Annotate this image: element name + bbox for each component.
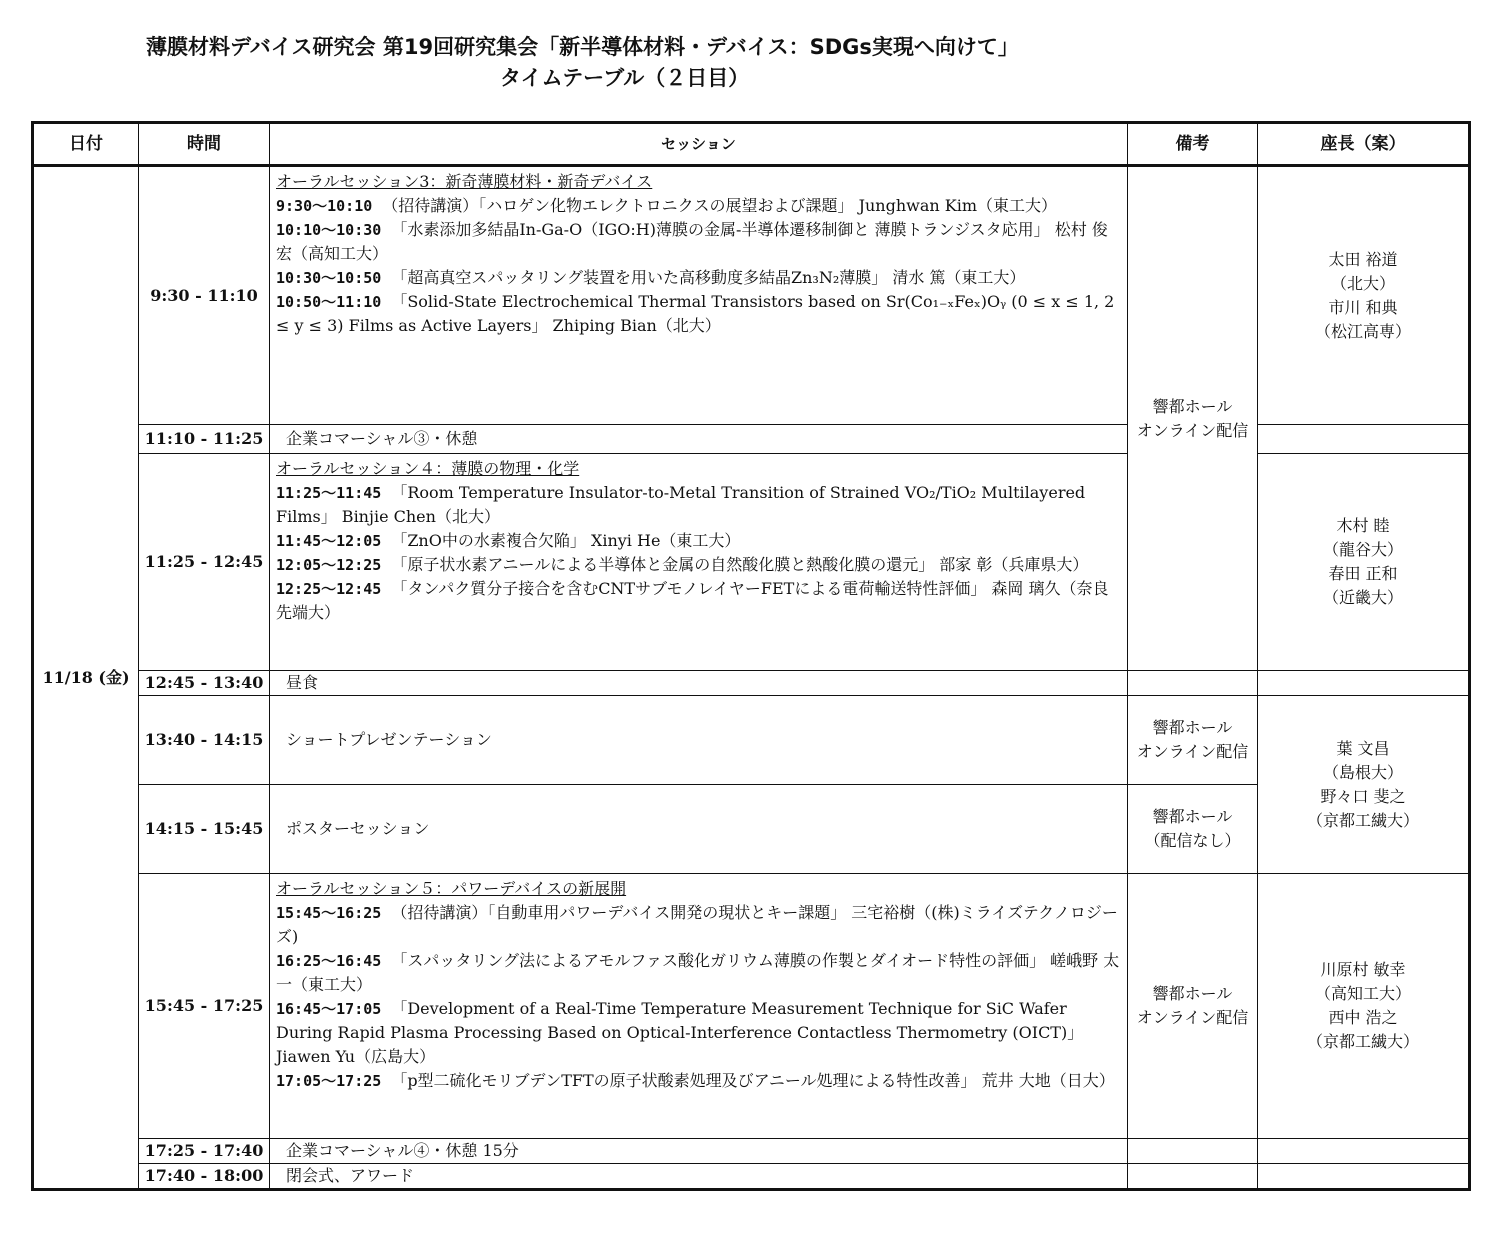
talk-time: 11:25〜11:45 [276,484,382,502]
time-cell: 11:25 - 12:45 [139,454,270,671]
talk-item [276,194,1121,218]
chair-empty [1258,425,1470,454]
chair-line: （島根大） [1322,762,1403,782]
note-line: オンライン配信 [1136,1008,1249,1027]
time-cell: 11:10 - 11:25 [139,425,270,454]
table-row-oral5 [33,874,1470,1139]
talk-item [276,529,1121,553]
note-short [1128,696,1258,785]
session-title: オーラルセッション５：パワーデバイスの新展開 [276,879,627,898]
session-title: オーラルセッション3：新奇薄膜材料・新奇デバイス [276,172,653,191]
talk-item [276,290,1121,338]
note-line: オンライン配信 [1136,420,1249,440]
talk-text: （招待講演）「ハロゲン化物エレクトロニクスの展望および課題」 Junghwan Kim（東工大） [382,196,1058,215]
chair-empty [1258,1164,1470,1190]
note-oral5 [1128,874,1258,1139]
chair-line: （近畿大） [1322,588,1403,607]
col-header-session: セッション [270,123,1128,166]
chair-line: 太田 裕道 [1328,249,1398,269]
talk-text: 「Development of a Real-Time Temperature Measurement Technique for SiC Wafer During Rapid Plasma Processing Based on Optical-Interference Contactless Thermometry (OICT)」 Jiawen Yu（広島大） [276,999,1084,1066]
note-line: 響都ホール [1152,984,1233,1003]
talk-item [276,553,1121,577]
table-row-short [33,696,1470,785]
talk-time: 16:45〜17:05 [276,1000,382,1018]
chair-oral5 [1258,874,1470,1139]
chair-line: 春田 正和 [1328,564,1398,583]
col-header-date: 日付 [33,123,139,166]
date-cell: 11/18 (金) [33,166,139,1190]
session-poster: ポスターセッション [270,785,1128,874]
chair-oral4 [1258,454,1470,671]
talk-item [276,997,1121,1069]
talk-time: 11:45〜12:05 [276,532,382,550]
talk-item [276,481,1121,529]
talk-text: 「スパッタリング法によるアモルファス酸化ガリウム薄膜の作製とダイオード特性の評価」 嵯峨野 太一（東工大） [276,951,1120,994]
talk-text: 「ZnO中の水素複合欠陥」 Xinyi He（東工大） [391,531,741,550]
time-cell: 17:25 - 17:40 [139,1139,270,1164]
session-break2: 企業コマーシャル④・休憩 15分 [270,1139,1128,1164]
chair-line: （北大） [1330,273,1395,293]
note-empty [1128,671,1258,696]
note-line: 響都ホール [1152,718,1233,737]
session-title: オーラルセッション４：薄膜の物理・化学 [276,459,580,478]
col-header-time: 時間 [139,123,270,166]
chair-line: 木村 睦 [1336,516,1390,535]
talk-time: 9:30〜10:10 [276,197,373,215]
time-cell: 13:40 - 14:15 [139,696,270,785]
table-row-oral3 [33,166,1470,425]
timetable [31,121,1471,1191]
col-header-chair: 座長（案） [1258,123,1470,166]
chair-line: 葉 文昌 [1336,738,1390,758]
chair-line: （高知工大） [1314,984,1411,1003]
talk-item [276,901,1121,949]
note-line: 響都ホール [1152,807,1233,826]
session-short: ショートプレゼンテーション [270,696,1128,785]
talk-text: （招待講演）「自動車用パワーデバイス開発の現状とキー課題」 三宅裕樹（(株)ミライズテクノロジーズ) [276,903,1118,946]
chair-line: 西中 浩之 [1328,1008,1398,1027]
chair-empty [1258,671,1470,696]
chair-line: （京都工繊大） [1306,810,1419,830]
table-row-closing [33,1164,1470,1190]
talk-item [276,266,1121,290]
talk-time: 10:50〜11:10 [276,293,382,311]
talk-text: 「水素添加多結晶In-Ga-O（IGO:H)薄膜の金属-半導体遷移制御と 薄膜トランジスタ応用」 松村 俊宏（高知工大） [276,220,1108,263]
time-cell: 15:45 - 17:25 [139,874,270,1139]
session-lunch: 昼食 [270,671,1128,696]
talk-text: 「超高真空スパッタリング装置を用いた高移動度多結晶Zn₃N₂薄膜」 清水 篤（東工大） [391,268,1026,287]
note-line: 響都ホール [1152,396,1233,416]
note-line: オンライン配信 [1136,742,1249,761]
time-cell: 14:15 - 15:45 [139,785,270,874]
talk-time: 16:25〜16:45 [276,952,382,970]
note-am [1128,166,1258,671]
session-break1: 企業コマーシャル③・休憩 [270,425,1128,454]
talk-text: 「p型二硫化モリブデンTFTの原子状酸素処理及びアニール処理による特性改善」 荒井 大地（日大） [391,1071,1115,1090]
talk-item [276,577,1121,625]
chair-oral3 [1258,166,1470,425]
time-cell: 17:40 - 18:00 [139,1164,270,1190]
talk-item [276,1069,1121,1093]
col-header-note: 備考 [1128,123,1258,166]
talk-time: 15:45〜16:25 [276,904,382,922]
chair-line: 川原村 敏幸 [1320,960,1406,979]
talk-text: 「原子状水素アニールによる半導体と金属の自然酸化膜と熱酸化膜の還元」 部家 彰（兵庫県大） [391,555,1089,574]
note-poster [1128,785,1258,874]
page-subtitle: タイムテーブル（２日目） [500,66,750,90]
talk-text: 「Solid-State Electrochemical Thermal Transistors based on Sr(Co₁₋ₓFeₓ)Oᵧ (0 ≤ x ≤ 1, 2 ≤ y ≤ 3) Films as Active Layers」 Zhiping Bian（北大） [276,292,1115,335]
talk-time: 12:05〜12:25 [276,556,382,574]
talk-item [276,949,1121,997]
page-title: 薄膜材料デバイス研究会 第19回研究集会「新半導体材料・デバイス：SDGs実現へ向けて」 [146,35,1019,59]
session-oral5 [270,874,1128,1139]
chair-line: （京都工繊大） [1306,1032,1419,1051]
talk-text: 「タンパク質分子接合を含むCNTサブモノレイヤーFETによる電荷輸送特性評価」 森岡 璃久（奈良先端大） [276,579,1109,622]
table-row-break2 [33,1139,1470,1164]
talk-time: 17:05〜17:25 [276,1072,382,1090]
chair-short-poster [1258,696,1470,874]
session-closing: 閉会式、アワード [270,1164,1128,1190]
note-empty [1128,1164,1258,1190]
talk-text: 「Room Temperature Insulator-to-Metal Transition of Strained VO₂/TiO₂ Multilayered Films」 Binjie Chen（北大） [276,483,1086,526]
table-row-lunch [33,671,1470,696]
time-cell: 9:30 - 11:10 [139,166,270,425]
talk-time: 10:10〜10:30 [276,221,382,239]
note-line: （配信なし） [1144,831,1241,850]
chair-line: 市川 和典 [1328,297,1398,317]
chair-line: 野々口 斐之 [1320,786,1406,806]
chair-line: （龍谷大） [1322,540,1403,559]
talk-time: 10:30〜10:50 [276,269,382,287]
chair-empty [1258,1139,1470,1164]
session-oral4 [270,454,1128,671]
talk-item [276,218,1121,266]
talk-time: 12:25〜12:45 [276,580,382,598]
header-row [33,123,1470,166]
chair-line: （松江高専） [1314,321,1411,341]
time-cell: 12:45 - 13:40 [139,671,270,696]
note-empty [1128,1139,1258,1164]
table-row-poster [33,785,1470,874]
session-oral3 [270,166,1128,425]
